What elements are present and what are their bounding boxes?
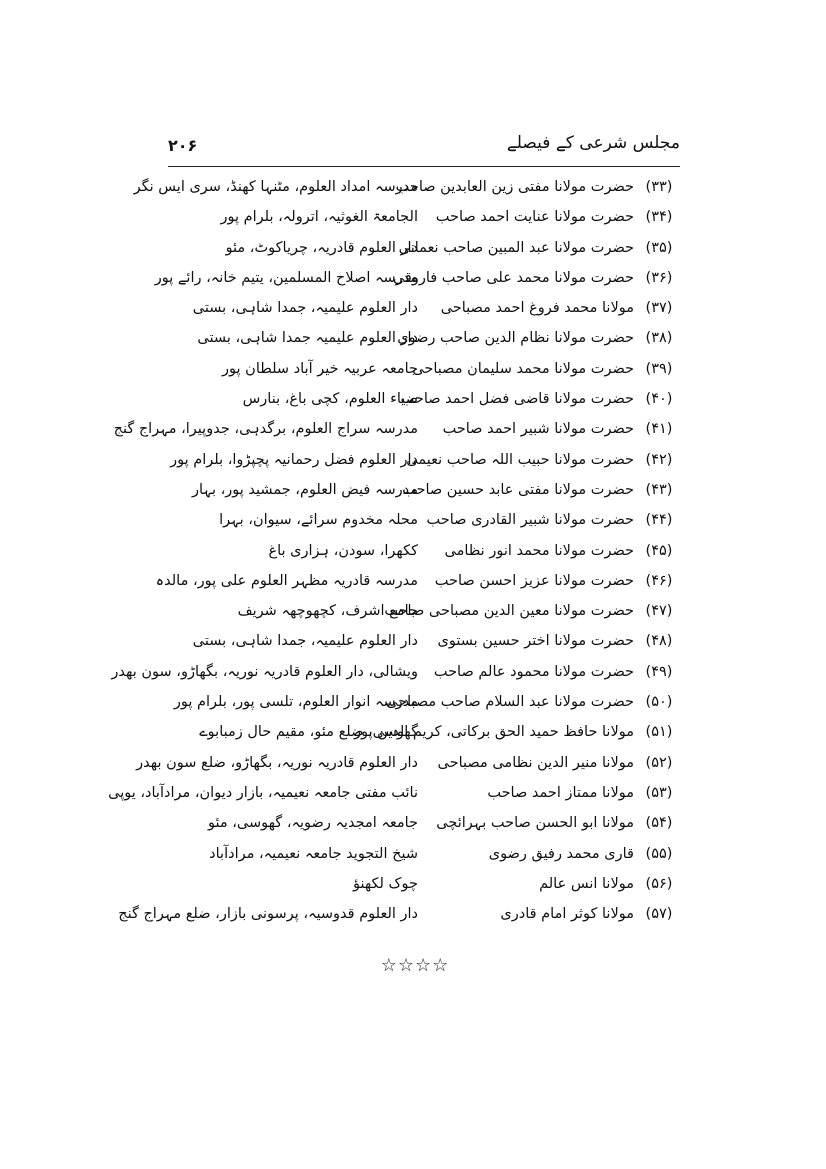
list-item: [133, 172, 680, 202]
entry-institution: دار العلوم قادریہ نوریہ، بگھاڑو، ضلع سون بھدر: [136, 754, 418, 771]
entry-name: حضرت مولانا عبد المبین صاحب نعمانی: [398, 239, 634, 256]
entry-number: (۵۶): [645, 875, 673, 892]
entry-name: مولانا ابو الحسن صاحب بہرائچی: [436, 815, 634, 832]
list-item: [150, 505, 680, 535]
entry-name: حضرت مولانا محمود عالم صاحب: [433, 663, 634, 680]
list-item: [150, 384, 680, 414]
entry-institution: چوک لکھنؤ: [352, 875, 418, 892]
entry-name: مولانا منیر الدین نظامی مصباحی: [437, 754, 634, 771]
entry-name: حضرت مولانا نظام الدین صاحب رضوی: [397, 330, 634, 347]
entry-institution: جامعہ امجدیہ رضویہ، گھوسی، مئو: [207, 815, 418, 832]
entry-institution: دار العلوم علیمیہ جمدا شاہی، بستی: [197, 330, 418, 347]
members-list: [108, 172, 680, 929]
list-item: [150, 626, 680, 656]
entry-name: حضرت مولانا شبیر القادری صاحب: [426, 512, 634, 529]
entry-number: (۳۹): [645, 360, 673, 377]
entry-institution: مدرسہ قادریہ مظہر العلوم علی پور، مالدہ: [155, 572, 418, 589]
entry-name: حضرت مولانا محمد سلیمان مصباحی: [412, 360, 634, 377]
list-item: [150, 687, 680, 717]
entry-name: مولانا انس عالم: [539, 875, 634, 892]
list-item: [150, 808, 680, 838]
entry-institution: مدرسہ امداد العلوم، مٹنہا کھنڈ، سری ایس نگر: [133, 179, 418, 195]
entry-number: (۵۲): [645, 754, 673, 771]
entry-institution: دار العلوم علیمیہ، جمدا شاہی، بستی: [192, 633, 418, 650]
list-item: [150, 566, 680, 596]
entry-name: حضرت مولانا شبیر احمد صاحب: [442, 421, 634, 438]
entry-institution: دار العلوم قدوسیہ، پرسونی بازار، ضلع مہراج گنج: [118, 906, 418, 923]
entry-institution: محلہ مخدوم سرائے، سیوان، بہرا: [219, 512, 418, 529]
entry-institution: مدرسہ اصلاح المسلمین، یتیم خانہ، رائے پور: [154, 269, 418, 286]
entry-institution: دار العلوم فضل رحمانیہ پچپڑوا، بلرام پور: [170, 451, 418, 468]
entry-institution: دار العلوم علیمیہ، جمدا شاہی، بستی: [192, 300, 418, 317]
entry-name: حضرت مولانا مفتی زین العابدین صاحب: [395, 179, 634, 195]
entry-name: حضرت مولانا مفتی عابد حسین صاحب: [402, 481, 634, 498]
entry-number: (۴۰): [645, 391, 673, 408]
entry-institution: نائب مفتی جامعہ نعیمیہ، بازار دیوان، مرادآباد، یوپی: [108, 784, 418, 801]
list-item: [108, 778, 680, 808]
list-item: [150, 293, 680, 323]
entry-number: (۳۷): [645, 300, 673, 317]
entry-number: (۴۸): [645, 633, 673, 650]
list-item: [150, 233, 680, 263]
list-item: [150, 869, 680, 899]
entry-number: (۴۵): [645, 542, 673, 559]
entry-number: (۳۳): [645, 179, 673, 195]
entry-institution: شیخ التجوید جامعہ نعیمیہ، مرادآباد: [209, 845, 418, 862]
entry-name: حضرت مولانا قاضی فضل احمد صاحب: [400, 391, 634, 408]
list-item: [150, 202, 680, 232]
list-item: [113, 414, 680, 444]
list-item: [150, 839, 680, 869]
entry-name: مولانا حافظ حمید الحق برکاتی، کریم الدین پور: [354, 724, 634, 741]
entry-institution: مدرسہ فیض العلوم، جمشید پور، بہار: [192, 481, 418, 498]
entry-institution: گھوسی، ضلع مئو، مقیم حال زمبابوے: [199, 724, 418, 741]
entry-name: حضرت مولانا محمد انور نظامی: [444, 542, 634, 559]
entry-name: حضرت مولانا حبیب اللہ صاحب نعیمی: [406, 451, 634, 468]
entry-number: (۵۳): [645, 784, 673, 801]
entry-institution: مدرسہ سراج العلوم، برگدہی، جدوپیرا، مہراج گنج: [113, 421, 418, 438]
entry-name: قاری محمد رفیق رضوی: [488, 845, 634, 862]
entry-institution: ویشالی، دار العلوم قادریہ نوریہ، بگھاڑو، سون بھدر: [111, 663, 418, 680]
entry-number: (۴۹): [645, 663, 673, 680]
entry-institution: ککھرا، سودن، ہزاری باغ: [268, 542, 418, 559]
entry-number: (۴۳): [645, 481, 673, 498]
entry-number: (۴۱): [645, 421, 673, 438]
entry-number: (۳۸): [645, 330, 673, 347]
list-item: [150, 475, 680, 505]
entry-institution: جامع اشرف، کچھوچھہ شریف: [237, 603, 418, 620]
entry-name: حضرت مولانا عنایت احمد صاحب: [435, 209, 634, 226]
entry-number: (۳۶): [645, 269, 673, 286]
list-item: [150, 596, 680, 626]
entry-number: (۵۷): [645, 906, 673, 923]
page-number: ۲۰۶: [168, 136, 198, 155]
list-item: [111, 657, 680, 687]
entry-number: (۳۴): [645, 209, 673, 226]
list-item: [118, 899, 680, 929]
entry-institution: مدرسہ انوار العلوم، تلسی پور، بلرام پور: [173, 694, 418, 711]
list-item: [150, 717, 680, 747]
entry-name: حضرت مولانا معین الدین مصباحی صاحب: [384, 603, 634, 620]
list-item: [150, 445, 680, 475]
entry-institution: جامعہ عربیہ خیر آباد سلطان پور: [222, 360, 418, 377]
list-item: [150, 263, 680, 293]
entry-name: حضرت مولانا عزیز احسن صاحب: [434, 572, 634, 589]
entry-number: (۳۵): [645, 239, 673, 256]
running-title: مجلس شرعی کے فیصلے: [506, 133, 680, 153]
entry-name: مولانا کوثر امام قادری: [500, 906, 634, 923]
entry-name: حضرت مولانا اختر حسین بستوی: [437, 633, 634, 650]
entry-number: (۵۱): [645, 724, 673, 741]
entry-name: مولانا ممتاز احمد صاحب: [487, 784, 634, 801]
entry-number: (۴۴): [645, 512, 673, 529]
entry-institution: ضیاء العلوم، کچی باغ، بنارس: [242, 391, 418, 408]
entry-name: حضرت مولانا عبد السلام صاحب مصباحی: [386, 694, 634, 711]
page-header: [168, 126, 680, 167]
entry-name: حضرت مولانا محمد علی صاحب فاروقی: [392, 269, 634, 286]
end-mark: ☆☆☆☆: [380, 955, 450, 976]
entry-number: (۵۴): [645, 815, 673, 832]
entry-institution: الجامعۃ الغوثیہ، اترولہ، بلرام پور: [220, 209, 418, 226]
entry-number: (۴۷): [645, 603, 673, 620]
entry-institution: دار العلوم قادریہ، چریاکوٹ، مئو: [225, 239, 418, 256]
list-item: [150, 536, 680, 566]
entry-number: (۴۶): [645, 572, 673, 589]
entry-name: مولانا محمد فروغ احمد مصباحی: [440, 300, 634, 317]
entry-number: (۵۰): [645, 694, 673, 711]
list-item: [136, 748, 680, 778]
list-item: [150, 354, 680, 384]
entry-number: (۵۵): [645, 845, 673, 862]
entry-number: (۴۲): [645, 451, 673, 468]
list-item: [150, 323, 680, 353]
